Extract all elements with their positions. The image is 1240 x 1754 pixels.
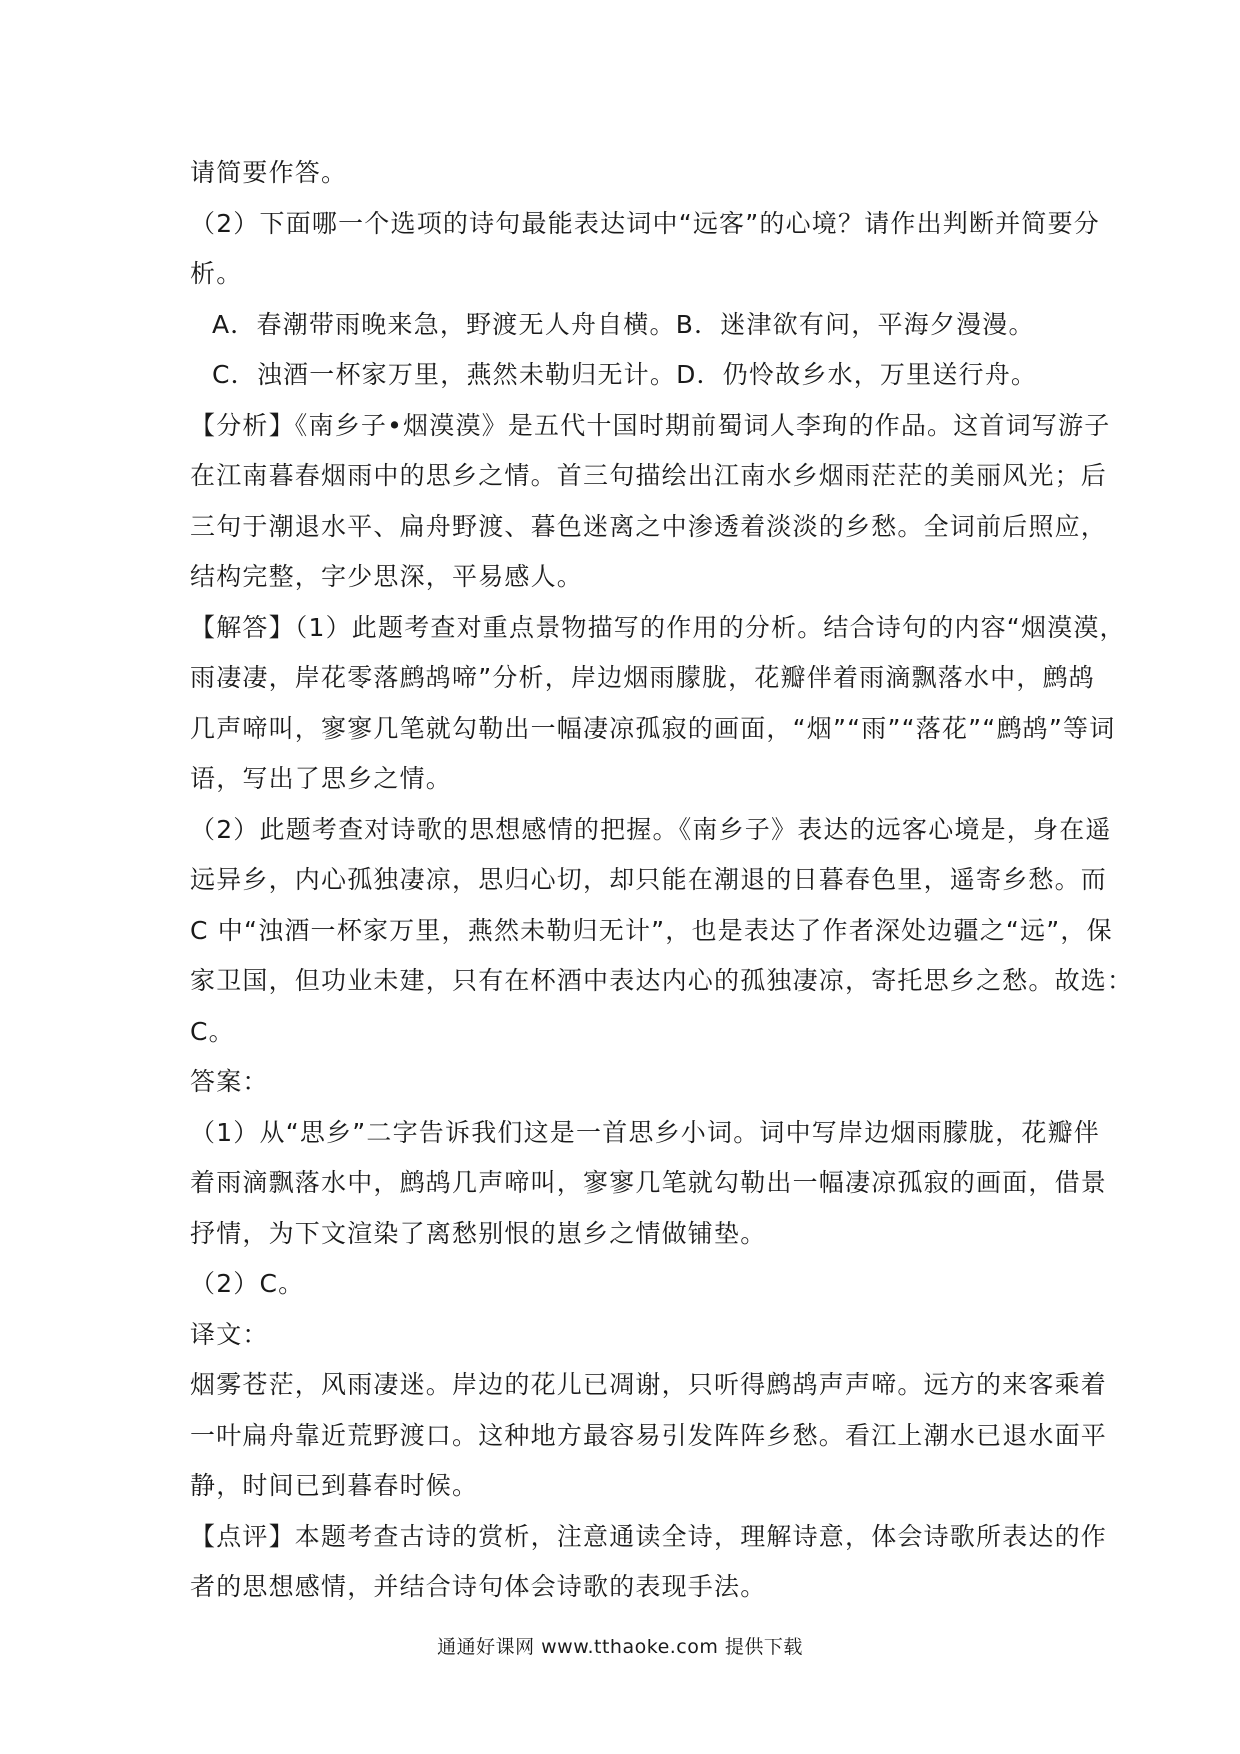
text-line: 译文： [190, 1319, 269, 1349]
text-line: 烟雾苍茫，风雨凄迷。岸边的花儿已凋谢，只听得鹧鸪声声啼。远方的来客乘着 [190, 1370, 1108, 1399]
text-line: 抒情，为下文渲染了离愁别恨的崽乡之情做铺垫。 [190, 1218, 767, 1248]
text-line: 家卫国，但功业未建，只有在杯酒中表达内心的孤独凄凉，寄托思乡之愁。故选： [190, 966, 1134, 995]
text-block-after [190, 401, 1134, 1613]
option-d: D．仍怜故乡水，万里送行舟。 [676, 360, 1038, 389]
document-body [190, 148, 1134, 1613]
text-line: 静，时间已到暮春时候。 [190, 1471, 479, 1500]
text-line: 一叶扁舟靠近荒野渡口。这种地方最容易引发阵阵乡愁。看江上潮水已退水面平 [190, 1420, 1108, 1450]
text-line: 【点评】本题考查古诗的赏析，注意通读全诗，理解诗意，体会诗歌所表达的作 [190, 1521, 1108, 1551]
option-row [212, 300, 1060, 351]
text-line: C 中“浊酒一杯家万里，燕然未勒归无计”，也是表达了作者深处边疆之“远”，保 [190, 915, 1113, 945]
option-a: A．春潮带雨晚来急，野渡无人舟自横。 [212, 309, 676, 339]
text-line: （1）从“思乡”二字告诉我们这是一首思乡小词。词中写岸边烟雨朦胧，花瓣伴 [190, 1117, 1101, 1147]
text-line: 远异乡，内心孤独凄凉，思归心切，却只能在潮退的日暮春色里，遥寄乡愁。而 [190, 865, 1108, 894]
text-line: 结构完整，字少思深，平易感人。 [190, 562, 584, 591]
text-line: 在江南暮春烟雨中的思乡之情。首三句描绘出江南水乡烟雨茫茫的美丽风光；后 [190, 461, 1108, 490]
answer-options [190, 300, 1060, 401]
text-line: C。 [190, 1016, 235, 1046]
text-block-before [190, 148, 1101, 300]
text-line: 着雨滴飘落水中，鹧鸪几声啼叫，寥寥几笔就勾勒出一幅凄凉孤寂的画面，借景 [190, 1168, 1108, 1197]
text-line: 【分析】《南乡子•烟漠漠》是五代十国时期前蜀词人李珣的作品。这首词写游子 [190, 410, 1111, 440]
option-row [212, 350, 1060, 401]
text-line: （2）下面哪一个选项的诗句最能表达词中“远客”的心境？请作出判断并简要分 [190, 208, 1101, 238]
text-line: 雨凄凄，岸花零落鹧鸪啼”分析，岸边烟雨朦胧，花瓣伴着雨滴飘落水中，鹧鸪 [190, 663, 1095, 692]
text-line: 者的思想感情，并结合诗句体会诗歌的表现手法。 [190, 1572, 767, 1601]
text-line: （2）C。 [190, 1269, 305, 1298]
text-line: 语，写出了思乡之情。 [190, 764, 453, 793]
text-line: 析。 [190, 259, 243, 288]
text-line: 几声啼叫，寥寥几笔就勾勒出一幅凄凉孤寂的画面，“烟”“雨”“落花”“鹧鸪”等词 [190, 713, 1116, 743]
text-line: 三句于潮退水平、扁舟野渡、暮色迷离之中渗透着淡淡的乡愁。全词前后照应， [190, 511, 1108, 541]
text-line: 【解答】（1）此题考查对重点景物描写的作用的分析。结合诗句的内容“烟漠漠， [190, 612, 1126, 642]
page-footer: 通通好课网 www.tthaoke.com 提供下载 [437, 1636, 803, 1658]
option-b: B．迷津欲有问，平海夕漫漫。 [675, 309, 1035, 339]
text-line: 答案： [190, 1067, 269, 1096]
text-line: （2）此题考查对诗歌的思想感情的把握。《南乡子》表达的远客心境是，身在遥 [190, 814, 1112, 844]
text-line: 请简要作答。 [190, 158, 348, 187]
option-c: C．浊酒一杯家万里，燕然未勒归无计。 [212, 360, 677, 389]
